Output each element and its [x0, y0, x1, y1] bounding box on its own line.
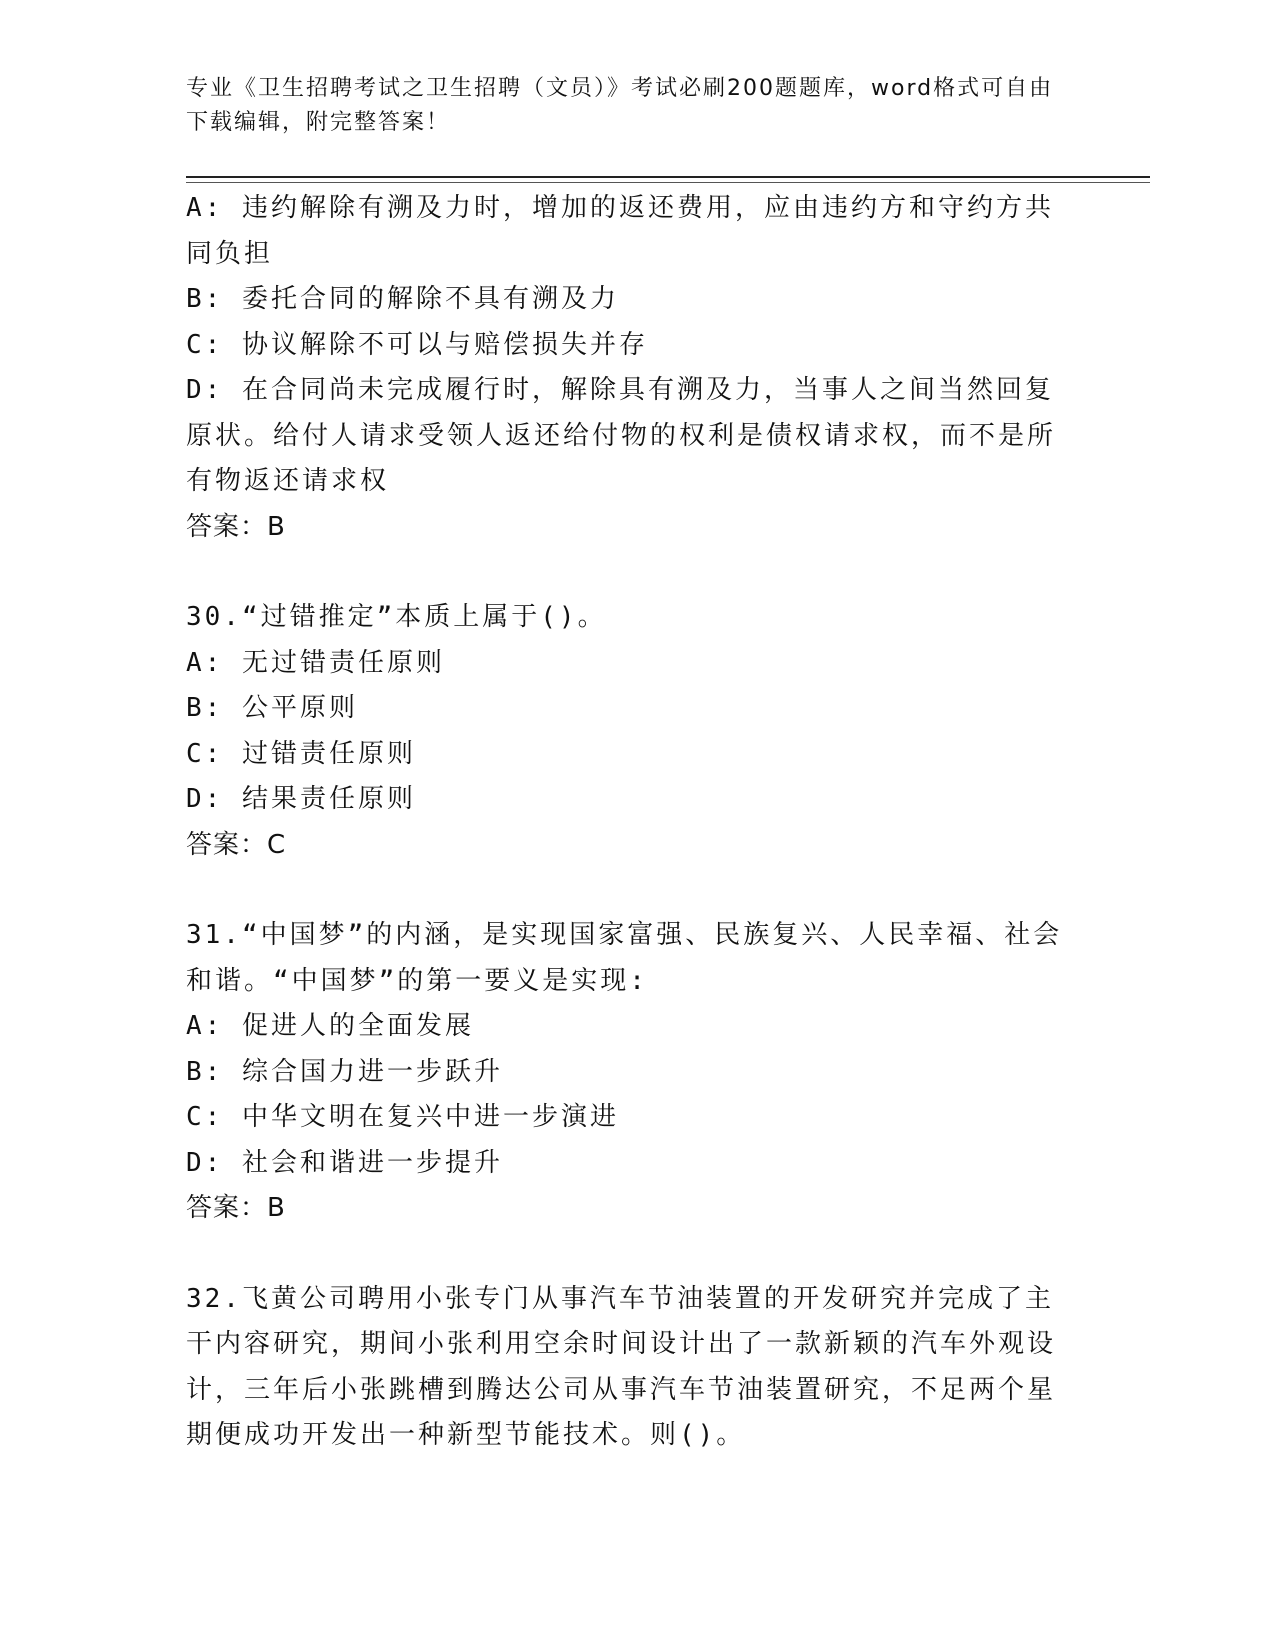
question-stem: 32.飞黄公司聘用小张专门从事汽车节油装置的开发研究并完成了主干内容研究，期间小张利用空余时间设计出了一款新颖的汽车外观设计，三年后小张跳槽到腾达公司从事汽车节油装置研究，不足两个星期便成功开发出一种新型节能技术。则()。 — [186, 1283, 1057, 1450]
option-b: B: 综合国力进一步跃升 — [186, 1056, 503, 1087]
answer-line: 答案：B — [186, 1193, 286, 1223]
document-header-title: 专业《卫生招聘考试之卫生招聘（文员）》考试必刷200题题库，word格式可自由下载编辑，附完整答案！ — [186, 76, 1054, 135]
question-block-30 — [186, 595, 1076, 868]
answer-line: 答案：C — [186, 829, 287, 860]
question-content — [186, 186, 1076, 1459]
option-a: A: 促进人的全面发展 — [186, 1011, 474, 1041]
question-block-32 — [186, 1277, 1076, 1459]
option-c: C: 协议解除不可以与赔偿损失并存 — [186, 329, 648, 360]
option-b: B: 公平原则 — [186, 693, 358, 723]
spacer — [186, 868, 1076, 913]
option-c: C: 中华文明在复兴中进一步演进 — [186, 1102, 619, 1132]
spacer — [186, 1232, 1076, 1277]
option-b: B: 委托合同的解除不具有溯及力 — [186, 284, 619, 314]
spacer — [186, 550, 1076, 595]
option-c: C: 过错责任原则 — [186, 738, 416, 769]
option-d: D: 社会和谐进一步提升 — [186, 1147, 503, 1178]
option-a: A: 无过错责任原则 — [186, 647, 445, 678]
question-block-31 — [186, 913, 1076, 1232]
question-block-prev — [186, 186, 1076, 550]
question-stem: 31.“中国梦”的内涵，是实现国家富强、民族复兴、人民幸福、社会和谐。“中国梦”的第一要义是实现: — [186, 920, 1063, 996]
option-d: D: 在合同尚未完成履行时，解除具有溯及力，当事人之间当然回复原状。给付人请求受领人返还给付物的权利是债权请求权，而不是所有物返还请求权 — [186, 375, 1057, 496]
answer-line: 答案：B — [186, 511, 286, 542]
option-d: D: 结果责任原则 — [186, 784, 416, 814]
header-divider-thin — [186, 182, 1150, 183]
header-divider-thick — [186, 176, 1150, 178]
option-a: A: 违约解除有溯及力时，增加的返还费用，应由违约方和守约方共同负担 — [186, 193, 1054, 269]
question-stem: 30.“过错推定”本质上属于()。 — [186, 602, 607, 632]
